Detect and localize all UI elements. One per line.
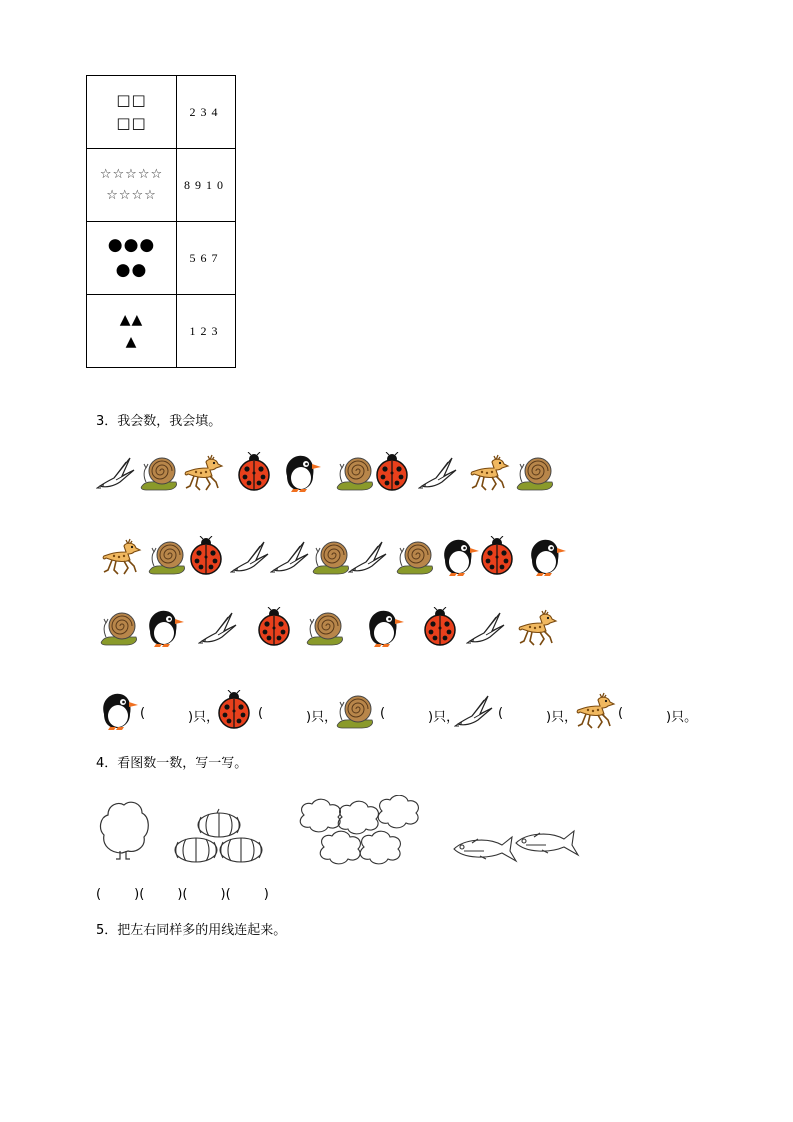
number-option: 7 (211, 250, 223, 265)
number-options-cell (177, 76, 236, 149)
answer-blank-open[interactable]: ( (498, 706, 504, 721)
deer-icon (100, 536, 142, 582)
ladybug-icon (372, 452, 412, 496)
penguin-icon (96, 690, 138, 736)
penguin-icon (437, 536, 479, 582)
penguin-icon (142, 607, 184, 653)
answer-blank-close: )只。 (666, 710, 698, 725)
ladybug-icon (214, 690, 254, 734)
triangle-line-1: ▲▲ (119, 312, 144, 328)
snail-icon (140, 452, 180, 496)
answer-blank-open[interactable]: ( (140, 706, 146, 721)
number-option: 3 (211, 323, 223, 338)
snail-icon (312, 536, 352, 580)
question-4-title: 4．看图数一数，写一写。 (96, 756, 248, 771)
shape-count-table (86, 75, 236, 368)
question-3-answer-line (96, 690, 716, 736)
square-line-1: □□ (116, 91, 147, 109)
number-option: 4 (211, 104, 223, 119)
answer-blank-close: )只， (546, 710, 578, 725)
snail-icon (396, 536, 436, 580)
snail-icon (306, 607, 346, 651)
ladybug-icon (234, 452, 274, 496)
symbol-cell (87, 222, 177, 295)
ladybug-icon (254, 607, 294, 651)
bird-icon (96, 452, 136, 496)
snail-icon (336, 452, 376, 496)
number-option: 5 (189, 250, 201, 265)
penguin-icon (524, 536, 566, 582)
deer-icon (468, 452, 510, 498)
bird-icon (348, 536, 388, 580)
answer-blank-close: )只， (428, 710, 460, 725)
table-row (87, 149, 236, 222)
star-line-2: ☆☆☆☆ (106, 188, 157, 203)
pumpkin-icon (175, 809, 262, 862)
question-3-title: 3．我会数，我会填。 (96, 414, 222, 429)
ladybug-icon (420, 607, 460, 651)
star-line-1: ☆☆☆☆☆ (99, 167, 164, 182)
question-4-answer-blanks[interactable]: ( )( )( )( ) (96, 887, 269, 902)
question-4-pictures (92, 795, 592, 870)
square-line-2: □□ (116, 114, 147, 132)
snail-icon (100, 607, 140, 651)
bird-icon (454, 690, 494, 734)
triangle-line-2: ▲ (125, 334, 138, 350)
number-option: 1 (189, 323, 201, 338)
penguin-icon (279, 452, 321, 498)
bird-icon (198, 607, 238, 651)
number-options-cell (177, 222, 236, 295)
snail-icon (148, 536, 188, 580)
table-row (87, 76, 236, 149)
dot-line-2: ●● (115, 260, 148, 280)
ladybug-icon (477, 536, 517, 580)
bird-icon (466, 607, 506, 651)
tree-icon (101, 802, 149, 859)
answer-blank-open[interactable]: ( (258, 706, 264, 721)
table-row (87, 295, 236, 368)
ladybug-icon (186, 536, 226, 580)
number-option: 9 (195, 177, 206, 192)
number-option: 10 (206, 177, 228, 192)
number-option: 2 (200, 323, 212, 338)
snail-icon (516, 452, 556, 496)
penguin-icon (362, 607, 404, 653)
bird-icon (418, 452, 458, 496)
symbol-cell (87, 76, 177, 149)
answer-blank-close: )只， (306, 710, 338, 725)
number-options-cell (177, 295, 236, 368)
answer-blank-close: )只， (188, 710, 220, 725)
answer-blank-open[interactable]: ( (618, 706, 624, 721)
number-option: 6 (200, 250, 212, 265)
number-option: 3 (200, 104, 212, 119)
symbol-cell (87, 295, 177, 368)
number-option: 8 (184, 177, 195, 192)
bird-icon (230, 536, 270, 580)
deer-icon (516, 607, 558, 653)
question-5-title: 5．把左右同样多的用线连起来。 (96, 923, 287, 938)
deer-icon (182, 452, 224, 498)
fish-icon (454, 831, 578, 861)
snail-icon (336, 690, 376, 734)
symbol-cell (87, 149, 177, 222)
deer-icon (574, 690, 616, 736)
table-row (87, 222, 236, 295)
number-options-cell (177, 149, 236, 222)
dot-line-1: ●●● (107, 235, 156, 255)
cloud-icon (300, 795, 418, 864)
bird-icon (270, 536, 310, 580)
number-option: 2 (189, 104, 201, 119)
answer-blank-open[interactable]: ( (380, 706, 386, 721)
